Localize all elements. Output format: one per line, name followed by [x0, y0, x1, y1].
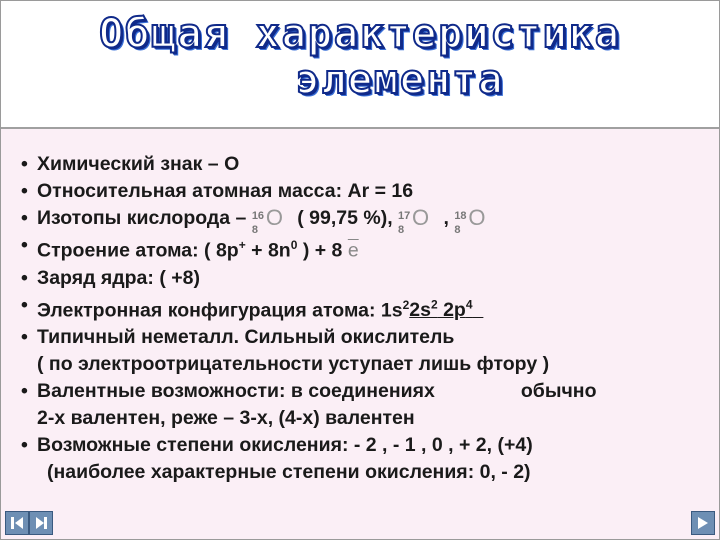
list-item-valence-line2: 2-х валентен, реже – 3-х, (4-х) валентен	[37, 407, 415, 429]
list-item-config: • Электронная конфигурация атома: $1s^22s^2$ $2p^4$	[21, 293, 473, 321]
content-list	[21, 151, 717, 486]
isotope-17-symbol: 17 8 O	[398, 205, 430, 236]
list-item-valence: • Валентные возможности: в соединениях обычно	[21, 380, 597, 402]
list-item-isotopes: • Изотопы кислорода – 16 8 O ( 99,75 %), 17 8 O , 18 8 O	[21, 205, 717, 232]
list-item-nonmetal: • Типичный неметалл. Сильный окислитель	[21, 326, 455, 348]
return-button[interactable]	[691, 511, 715, 535]
slide-nav-right	[691, 511, 715, 535]
next-slide-button[interactable]	[29, 511, 53, 535]
title-line-1: Общая характеристика	[99, 11, 621, 57]
list-item-nonmetal-note: ( по электроотрицательности уступает лишь фтору )	[37, 353, 550, 375]
isotope-18-symbol: 18 8 O	[454, 205, 486, 236]
return-icon	[695, 515, 711, 531]
title-line-2: элемента	[295, 57, 505, 103]
first-slide-icon	[9, 515, 25, 531]
slide-header	[1, 1, 719, 129]
first-slide-button[interactable]	[5, 511, 29, 535]
isotope-16-symbol: 16 8 O	[251, 205, 283, 236]
list-item-oxidation: • Возможные степени окисления: - 2 , - 1 , 0 , + 2, (+4)	[21, 434, 533, 456]
electron-symbol: $\overline{e}$	[347, 239, 359, 262]
list-item-structure: • Строение атома: ( $8p^+ + 8n^0$ ) + 8 $\overline{e}$	[21, 234, 359, 262]
slide-nav-left	[5, 511, 53, 535]
list-item-symbol: • Химический знак – О	[21, 153, 240, 175]
slide-title	[1, 11, 719, 103]
list-item-charge: • Заряд ядра: ( +8)	[21, 266, 200, 289]
list-item-oxidation-note: (наиболее характерные степени окисления: 0, - 2)	[47, 461, 531, 483]
next-slide-icon	[33, 515, 49, 531]
list-item-mass: • Относительная атомная масса: Ar = 16	[21, 180, 414, 202]
